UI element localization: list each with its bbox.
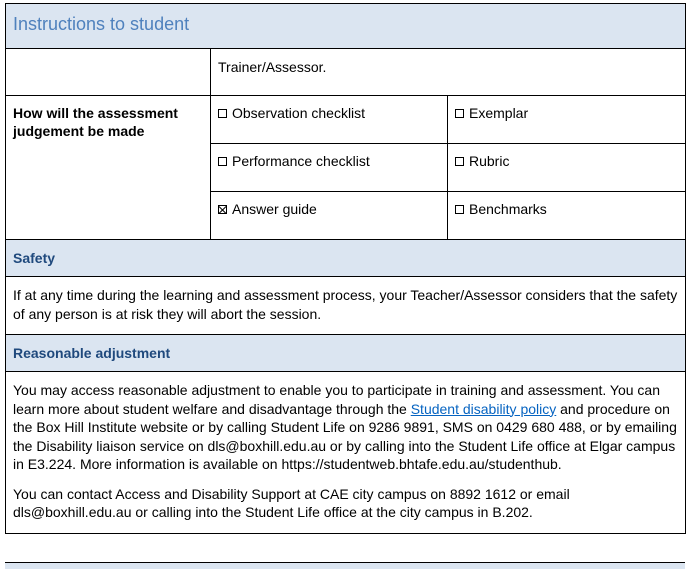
option-benchmarks (448, 192, 686, 240)
student-disability-policy-link[interactable]: Student disability policy (410, 400, 557, 417)
checked-checkbox-icon (218, 205, 227, 214)
next-section-edge (5, 562, 685, 569)
adjustment-text-end: and procedure on the Box Hill Institute website or by calling Student Life on 9286 9891, SMS on 0429 680 488, or by emailing the Disability liaison service on dls@boxhill.edu.au or by calling into the Student Life office at Elgar campus in E3.224. More information is available on https://studentweb.bhtafe.edu.au/studenthub. (13, 400, 677, 472)
judgement-label: How will the assessment judgement be made (6, 96, 211, 240)
adjustment-heading: Reasonable adjustment (6, 335, 686, 372)
option-performance-checklist (211, 144, 448, 192)
checkbox-icon (455, 109, 464, 118)
table-title: Instructions to student (6, 4, 686, 49)
option-label: Rubric (469, 153, 510, 169)
safety-heading: Safety (6, 240, 686, 277)
option-answer-guide (211, 192, 448, 240)
adjustment-text-start: You may access reasonable adjustment to enable you to participate in training and assessment. You can learn more about student welfare and disadvantage through the (13, 382, 661, 417)
option-label: Answer guide (232, 201, 317, 217)
empty-cell (6, 49, 211, 96)
option-label: Exemplar (469, 105, 529, 121)
option-exemplar (448, 96, 686, 144)
checkbox-icon (218, 109, 227, 118)
safety-text: If at any time during the learning and assessment process, your Teacher/Assessor considers that the safety of any person is at risk they will abort the session. (13, 287, 678, 322)
option-rubric (448, 144, 686, 192)
adjustment-body (6, 372, 686, 534)
option-label: Observation checklist (232, 105, 366, 121)
trainer-assessor-cell: Trainer/Assessor. (211, 49, 686, 96)
option-label: Benchmarks (469, 201, 547, 217)
checkbox-icon (455, 205, 464, 214)
option-observation-checklist (211, 96, 448, 144)
adjustment-paragraph-2: You can contact Access and Disability Support at CAE city campus on 8892 1612 or email dls@boxhill.edu.au or calling into the Student Life office at the city campus in B.202. (13, 485, 570, 520)
instructions-table (5, 3, 686, 534)
checkbox-icon (455, 157, 464, 166)
option-label: Performance checklist (232, 153, 370, 169)
checkbox-icon (218, 157, 227, 166)
safety-body (6, 277, 686, 335)
adjustment-paragraph-1 (13, 381, 678, 474)
